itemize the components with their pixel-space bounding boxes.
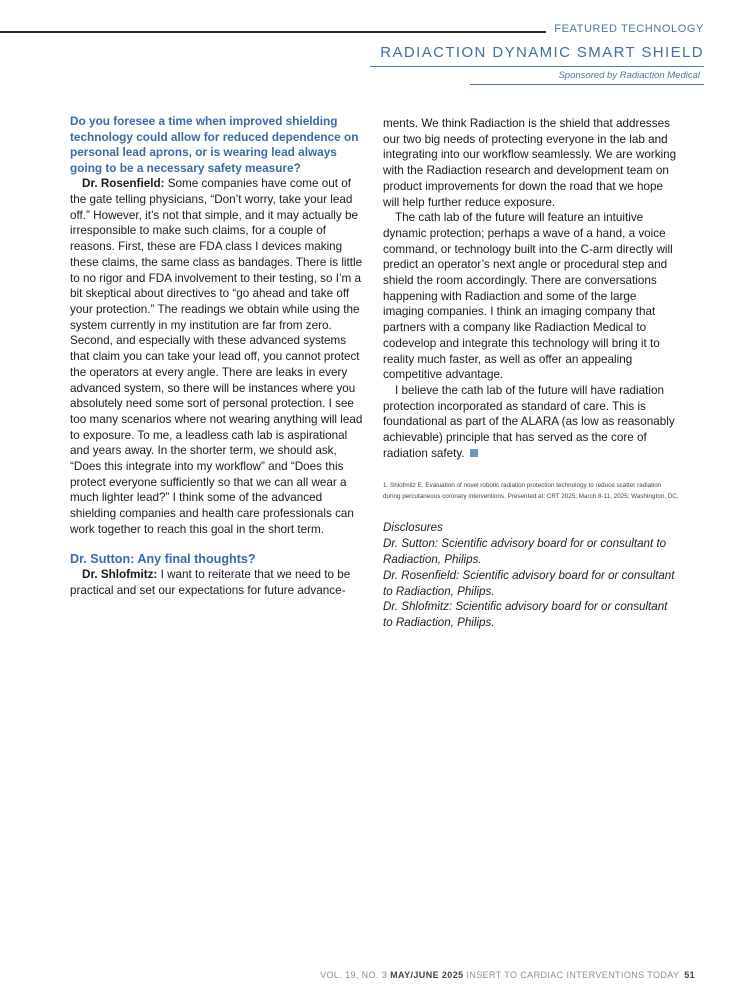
paragraph: The cath lab of the future will feature an intuitive dynamic protection; perhaps a wave of a hand, a voice command, or technology built into the C-arm directly will predict an operator’s next angle or procedural step and shield the room accordingly. There are conversations happening with Radiaction and some of the large imaging companies. I think an imaging company that partners with a company like Radiaction Medical to codevelop and integrate this technology will bring it to reality much faster, as well as offer an appealing competitive advantage. — [383, 211, 673, 382]
disclosure-item: Dr. Shlofmitz: Scientific advisory board for or consultant to Radiaction, Philips. — [383, 600, 668, 630]
paragraph-final — [383, 383, 679, 462]
interview-question: Do you foresee a time when improved shielding technology could allow for reduced dependence on personal lead aprons, or is wearing lead always going to be a necessary safety measure? — [70, 114, 359, 175]
section-heading: Dr. Sutton: Any final thoughts? — [70, 551, 256, 566]
section-kicker: FEATURED TECHNOLOGY — [546, 23, 704, 35]
answer-text: Some companies have come out of the gate telling physicians, “Don’t worry, take your lead off.” However, it’s not that simple, and it may actually be irresponsible to make such claims, for a couple of reasons. First, these are FDA class I devices making these claims, the same class as bandages. There is little to no rigor and FDA involvement to their testing, so I’m a bit skeptical about directives to “go ahead and take off your protection.” The readings we obtain while using the system currently in my institution are far from zero. Second, and especially with these advanced systems that claim you can take your lead off, you cannot protect the operators at every angle. There are leaks in every advanced system, so there will be instances where you absolutely need some sort of personal protection. I see too many scenarios where not wearing anything will lead to exposure. To me, a leadless cath lab is aspirational and years away. In the shorter term, we should ask, “Does this integrate into my workflow” and “Does this protect everyone sufficiently so that we can all wear a much lighter lead?” I think some of the advanced shielding companies and health care professionals can work together to reach this goal in the short term. — [70, 177, 363, 536]
answer-text: I want to reiterate that we need to be practical and set our expectations for future advance- — [70, 568, 351, 597]
right-column — [383, 116, 679, 631]
speaker-label: Dr. Rosenfield: — [82, 177, 165, 191]
footnote: 1. Shlofmitz E. Evaluation of novel robotic radiation protection technology to reduce scatter radiation during percutaneous coronary interventions. Presented at: CRT 2025; March 8-11, 2025; Washington, DC. — [383, 482, 679, 500]
disclosures — [383, 520, 679, 631]
disclosure-item: Dr. Rosenfield: Scientific advisory board for or consultant to Radiaction, Philips. — [383, 568, 675, 598]
footer-volume: VOL. 19, NO. 3 — [320, 970, 388, 980]
page-footer — [320, 970, 695, 980]
shlofmitz-answer — [70, 567, 366, 598]
disclosure-item: Dr. Sutton: Scientific advisory board for or consultant to Radiaction, Philips. — [383, 537, 667, 567]
page-title: RADIACTION DYNAMIC SMART SHIELD — [380, 44, 704, 61]
footer-insert: INSERT TO CARDIAC INTERVENTIONS TODAY — [466, 970, 680, 980]
rosenfield-answer — [70, 176, 366, 537]
paragraph: ments. We think Radiaction is the shield that addresses our two big needs of protecting everyone in the lab and integrating into our workflow seamlessly. We are working with the Radiaction research and development team on product improvements for down the road that we hope will help further reduce exposure. — [383, 117, 677, 209]
disclosures-title: Disclosures — [383, 521, 443, 535]
left-column — [70, 114, 366, 599]
page-number: 51 — [684, 970, 695, 980]
header-rule-bottom — [470, 84, 704, 85]
footer-date: MAY/JUNE 2025 — [390, 970, 464, 980]
sponsor-line: Sponsored by Radiaction Medical — [558, 70, 700, 81]
header-rule-middle — [370, 66, 704, 67]
end-of-article-mark — [470, 449, 478, 457]
paragraph-text: I believe the cath lab of the future will have radiation protection incorporated as standard of care. This is foundational as part of the ALARA (as low as reasonably achievable) principle that has served as the core of radiation safety. — [383, 383, 675, 460]
speaker-label: Dr. Shlofmitz: — [82, 568, 158, 582]
